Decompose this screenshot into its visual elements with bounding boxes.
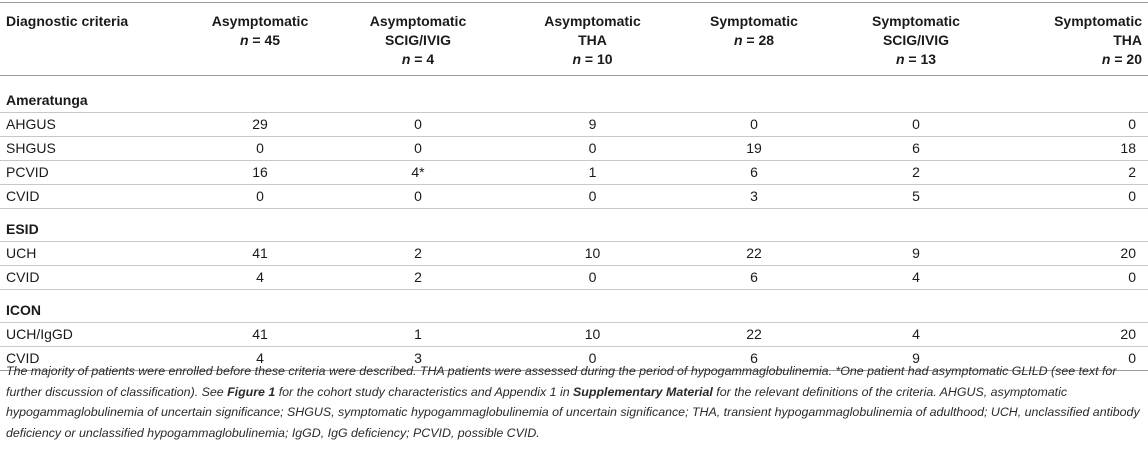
cell-value: 0	[1128, 116, 1136, 132]
cell-value: 9	[912, 245, 920, 261]
cell-value: 0	[1128, 269, 1136, 285]
header-subtitle: THA	[578, 32, 607, 48]
cell-value: 0	[414, 140, 422, 156]
cell-value: 6	[750, 164, 758, 180]
header-col-symptomatic	[679, 3, 829, 76]
criteria-table-wrapper	[0, 2, 1148, 371]
header-n-symbol: n	[895, 51, 905, 67]
header-subtitle: SCIG/IVIG	[882, 32, 950, 48]
cell-value: 6	[912, 140, 920, 156]
header-n-symbol: n	[401, 51, 411, 67]
cell-value: 0	[414, 116, 422, 132]
header-n-value: = 20	[1114, 51, 1142, 67]
section-row	[0, 290, 1148, 323]
cell-value: 20	[1120, 326, 1136, 342]
header-subtitle: THA	[1113, 32, 1142, 48]
row-label: CVID	[6, 269, 40, 285]
header-n-count	[685, 31, 823, 50]
cell-value: 0	[414, 188, 422, 204]
cell-value: 0	[256, 188, 264, 204]
table-row	[0, 137, 1148, 161]
header-col-symptomatic-tha	[1003, 3, 1148, 76]
table-footnote	[6, 361, 1142, 443]
header-title: Symptomatic	[710, 13, 798, 29]
row-label: UCH	[6, 245, 37, 261]
cell-value: 0	[588, 188, 597, 204]
cell-value: 2	[414, 245, 422, 261]
cell-value: 16	[252, 164, 268, 180]
section-heading: ESID	[6, 221, 39, 237]
cell-value: 6	[750, 350, 758, 366]
header-title: Symptomatic	[872, 13, 960, 29]
header-subtitle: SCIG/IVIG	[384, 32, 452, 48]
cell-value: 22	[746, 326, 762, 342]
cell-value: 0	[588, 269, 597, 285]
header-title: Asymptomatic	[211, 13, 309, 29]
section-row	[0, 209, 1148, 242]
row-label: UCH/IgGD	[6, 326, 73, 342]
header-n-count	[196, 31, 324, 50]
cell-value: 22	[746, 245, 762, 261]
table-row	[0, 266, 1148, 290]
footnote-text-3: for the relevant definitions of the criteria. AHGUS, asymptomatic hypogammaglobulinemia of uncertain significance; SHGUS, symptomatic hypogammaglobulinemia of uncertain significance; THA, transient hypogammaglobulinemia of adulthood; UCH, unclassified antibody deficiency or unclassified hypogammaglobulinemia; IgGD, IgG deficiency; PCVID, possible CVID.	[6, 384, 1140, 440]
diagnostic-criteria-table	[0, 2, 1148, 371]
row-label: SHGUS	[6, 140, 56, 156]
header-n-value: = 10	[584, 51, 613, 67]
cell-value: 10	[584, 326, 601, 342]
row-label: CVID	[6, 188, 40, 204]
footnote-text-1: The majority of patients were enrolled before these criteria were described. THA patients were assessed during the period of hypogammaglobulinemia. *One patient had asymptomatic GLILD (see text for further discussion of classification). See	[6, 364, 1117, 399]
header-col-symptomatic-scig-ivig	[829, 3, 1003, 76]
cell-value: 0	[256, 140, 264, 156]
cell-value: 0	[588, 350, 597, 366]
header-n-count	[1009, 50, 1142, 69]
cell-value: 4	[912, 326, 920, 342]
figure-1-reference[interactable]: Figure 1	[227, 384, 276, 399]
cell-value: 19	[746, 140, 762, 156]
header-n-value: = 4	[414, 51, 435, 67]
section-heading: Ameratunga	[6, 92, 88, 108]
header-n-value: = 28	[746, 32, 775, 48]
cell-value: 41	[252, 245, 268, 261]
cell-value: 4	[256, 269, 264, 285]
header-diagnostic-criteria: Diagnostic criteria	[6, 13, 129, 29]
header-n-symbol: n	[572, 51, 582, 67]
table-header-row	[0, 3, 1148, 76]
cell-value: 3	[750, 188, 758, 204]
header-n-count	[336, 50, 500, 69]
header-col-asymptomatic-scig-ivig	[330, 3, 506, 76]
cell-value: 1	[588, 164, 597, 180]
cell-value: 4	[912, 269, 920, 285]
cell-value: 20	[1120, 245, 1136, 261]
table-body	[0, 76, 1148, 371]
header-n-value: = 45	[252, 32, 281, 48]
cell-value: 9	[588, 116, 597, 132]
cell-value: 0	[1128, 188, 1136, 204]
cell-value: 41	[252, 326, 268, 342]
cell-value: 18	[1120, 140, 1136, 156]
header-title: Asymptomatic	[369, 13, 467, 29]
table-row	[0, 185, 1148, 209]
section-heading: ICON	[6, 302, 41, 318]
cell-value: 2	[912, 164, 920, 180]
header-n-symbol: n	[239, 32, 249, 48]
header-title: Asymptomatic	[544, 13, 641, 29]
row-label: AHGUS	[6, 116, 56, 132]
cell-value: 1	[414, 326, 422, 342]
cell-value: 0	[750, 116, 758, 132]
row-label: CVID	[6, 350, 40, 366]
table-row	[0, 242, 1148, 266]
header-n-value: = 13	[908, 51, 937, 67]
cell-value: 10	[584, 245, 601, 261]
cell-value: 0	[1128, 350, 1136, 366]
header-col-asymptomatic	[190, 3, 330, 76]
table-row	[0, 323, 1148, 347]
cell-value: 5	[912, 188, 920, 204]
cell-value: 4	[256, 350, 264, 366]
supplementary-material-reference[interactable]: Supplementary Material	[573, 384, 713, 399]
header-n-symbol: n	[1101, 51, 1111, 67]
cell-value: 0	[588, 140, 597, 156]
cell-value: 3	[414, 350, 422, 366]
cell-value: 29	[252, 116, 268, 132]
cell-value: 4*	[411, 164, 425, 180]
row-label: PCVID	[6, 164, 49, 180]
cell-value: 9	[912, 350, 920, 366]
cell-value: 0	[912, 116, 920, 132]
cell-value: 2	[1128, 164, 1136, 180]
section-row	[0, 76, 1148, 113]
header-col-asymptomatic-tha	[506, 3, 679, 76]
header-n-count	[512, 50, 673, 69]
footnote-text-2: for the cohort study characteristics and Appendix 1 in	[275, 384, 574, 399]
header-n-symbol: n	[733, 32, 743, 48]
header-n-count	[835, 50, 997, 69]
table-row	[0, 161, 1148, 185]
cell-value: 6	[750, 269, 758, 285]
table-row	[0, 113, 1148, 137]
cell-value: 2	[414, 269, 422, 285]
header-title: Symptomatic	[1054, 13, 1142, 29]
